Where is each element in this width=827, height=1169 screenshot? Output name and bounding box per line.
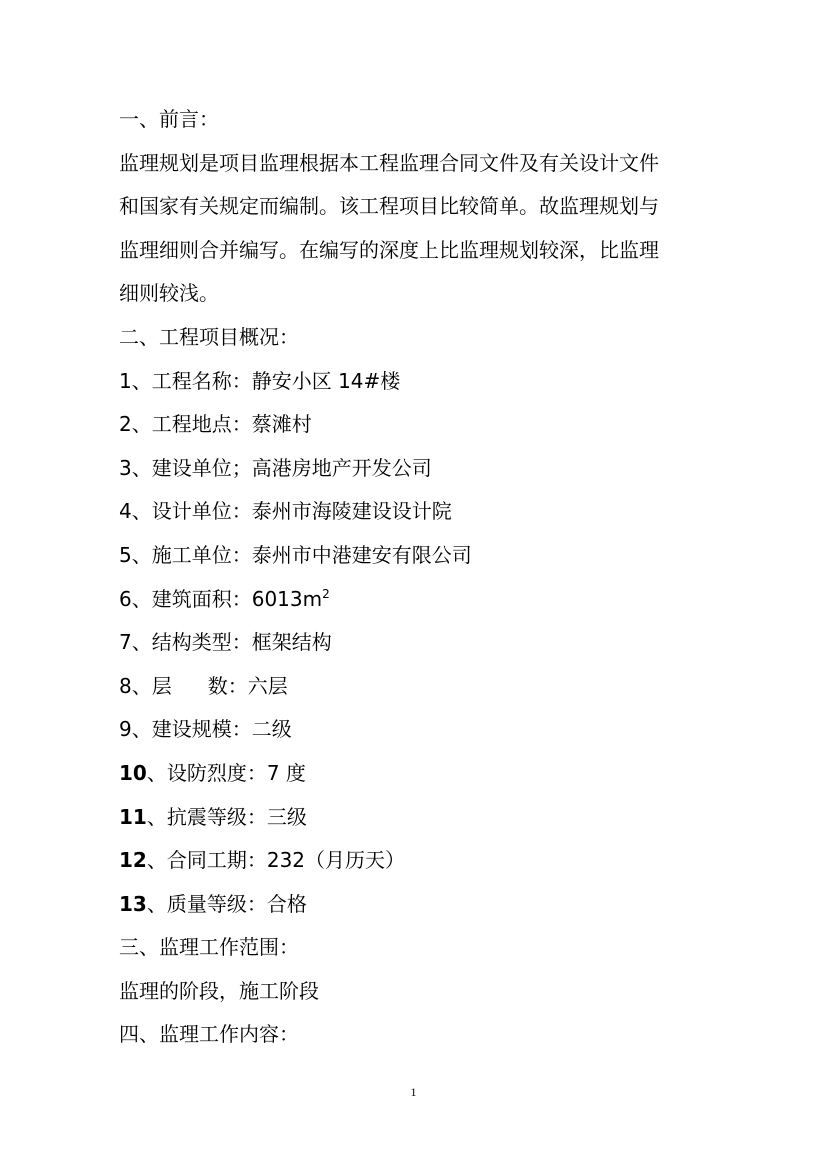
floors-label-a: 8、层 (119, 673, 172, 698)
section-heading-preface: 一、前言： (119, 107, 219, 131)
overview-item-designer: 4、设计单位：泰州市海陵建设设计院 (119, 499, 452, 524)
item-number: 10 (119, 760, 147, 785)
overview-item-floor-area (119, 578, 731, 622)
overview-item-floors (119, 665, 731, 709)
overview-item-structure: 7、结构类型：框架结构 (119, 630, 332, 655)
item-text: 、质量等级：合格 (146, 891, 307, 916)
overview-item-project-name: 1、工程名称：静安小区 14#楼 (119, 368, 401, 393)
overview-item-location: 2、工程地点：蔡滩村 (119, 412, 312, 437)
overview-item-seismic-grade (119, 796, 731, 840)
document-body (119, 98, 731, 1057)
overview-item-quality-grade (119, 883, 731, 927)
item-text: 、抗震等级：三级 (146, 804, 307, 829)
paragraph-line: 细则较浅。 (119, 281, 219, 306)
scope-text: 监理的阶段，施工阶段 (119, 978, 319, 1003)
item-number: 12 (119, 848, 147, 873)
overview-item-seismic-intensity (119, 752, 731, 796)
paragraph-line: 和国家有关规定而编制。该工程项目比较简单。故监理规划与 (119, 194, 659, 219)
overview-item-developer: 3、建设单位；高港房地产开发公司 (119, 455, 432, 480)
section-heading-work-content: 四、监理工作内容： (119, 1022, 299, 1047)
item-text: 、合同工期：232（月历天） (146, 848, 406, 873)
floors-label-b: 数：六层 (207, 673, 288, 698)
paragraph-line: 监理细则合并编写。在编写的深度上比监理规划较深，比监理 (119, 237, 659, 262)
overview-item-contract-period (119, 839, 731, 883)
item-text: 、设防烈度：7 度 (146, 760, 306, 785)
overview-item-contractor: 5、施工单位：泰州市中港建安有限公司 (119, 542, 472, 567)
floor-area-superscript: 2 (322, 586, 330, 601)
item-number: 11 (119, 804, 147, 829)
section-heading-overview: 二、工程项目概况： (119, 324, 299, 349)
page-number: 1 (410, 1085, 417, 1099)
overview-item-scale: 9、建设规模：二级 (119, 717, 292, 742)
paragraph-line: 监理规划是项目监理根据本工程监理合同文件及有关设计文件 (119, 150, 659, 175)
floor-area-text: 6、建筑面积：6013m (119, 586, 323, 611)
section-heading-scope: 三、监理工作范围： (119, 935, 299, 960)
item-number: 13 (119, 891, 147, 916)
